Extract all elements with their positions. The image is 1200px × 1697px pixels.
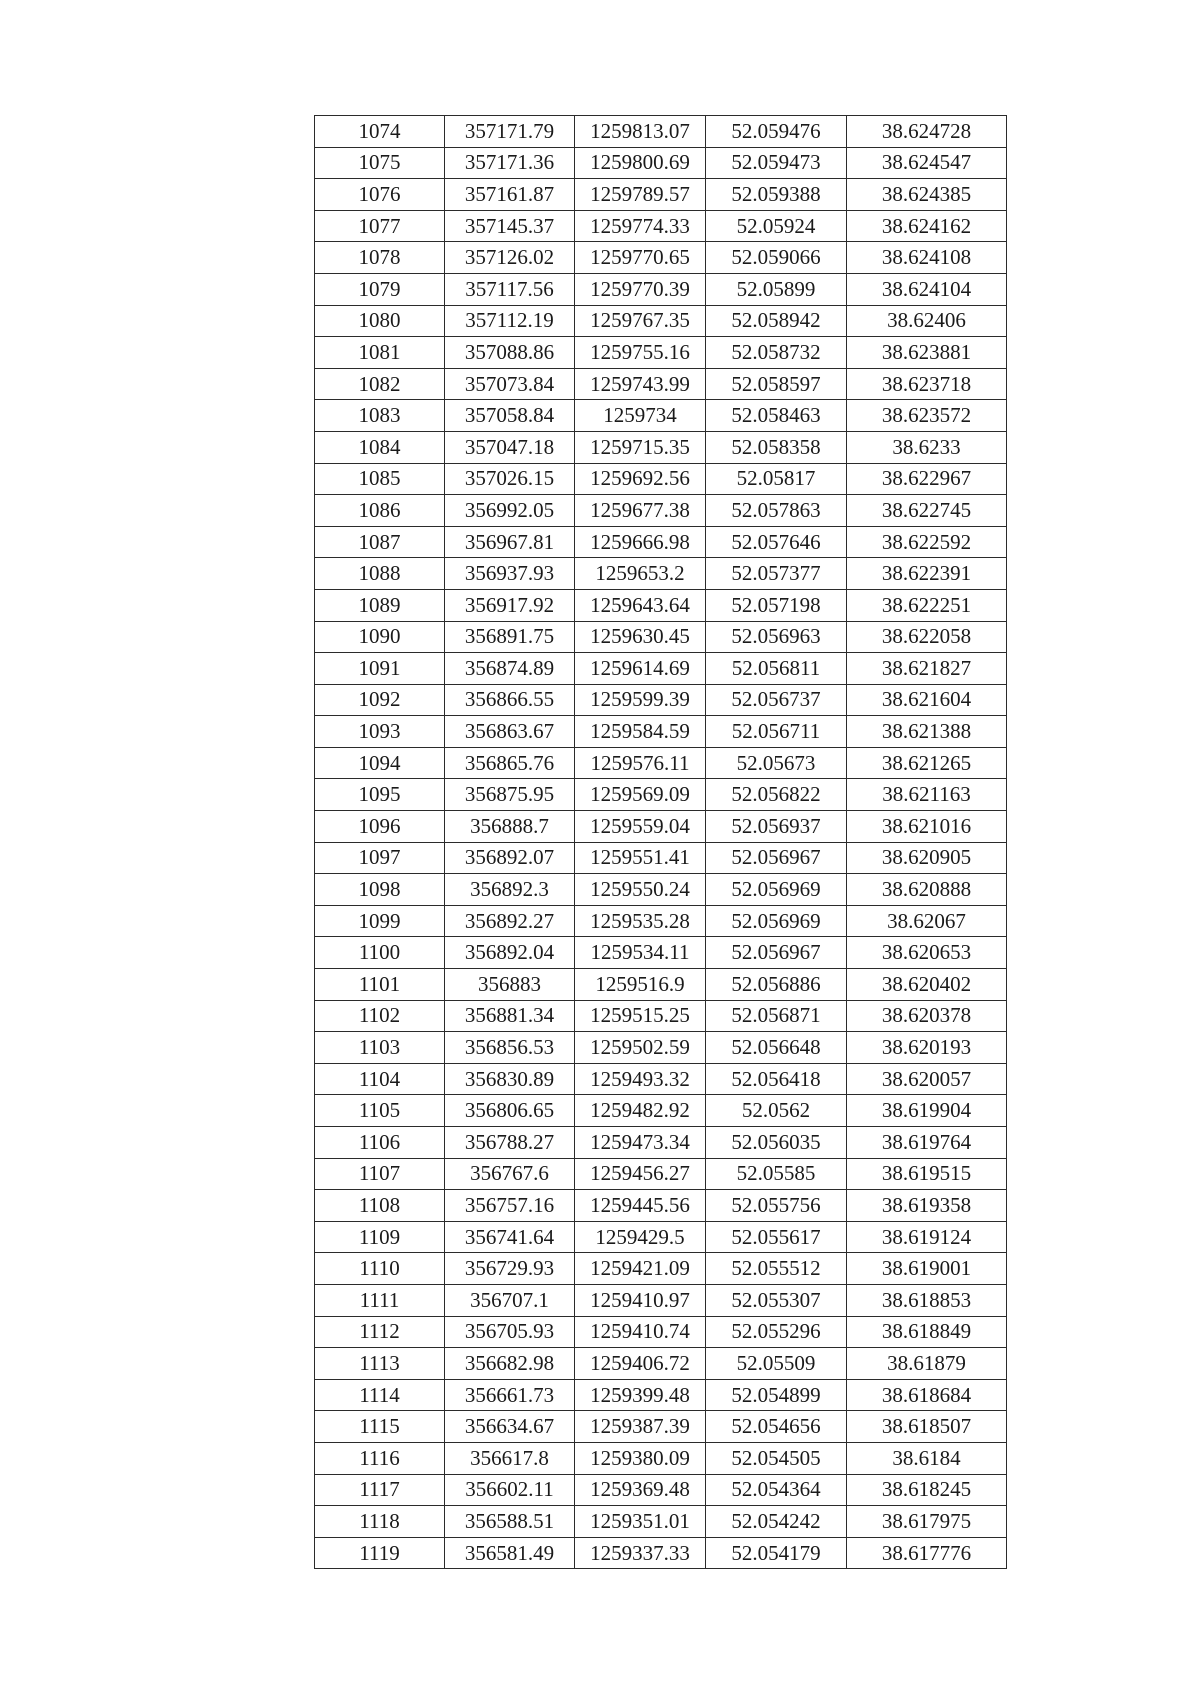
latitude-cell: 52.057646 (706, 526, 847, 558)
table-row (315, 463, 1007, 495)
table-row (315, 368, 1007, 400)
table-row (315, 1379, 1007, 1411)
x-coordinate-cell: 356806.65 (445, 1095, 575, 1127)
table-row (315, 1284, 1007, 1316)
latitude-cell: 52.056963 (706, 621, 847, 653)
y-coordinate-cell: 1259535.28 (575, 905, 706, 937)
point-number-cell: 1090 (315, 621, 445, 653)
longitude-cell: 38.624547 (847, 147, 1007, 179)
table-row (315, 1537, 1007, 1569)
table-row (315, 526, 1007, 558)
y-coordinate-cell: 1259534.11 (575, 937, 706, 969)
point-number-cell: 1107 (315, 1158, 445, 1190)
point-number-cell: 1099 (315, 905, 445, 937)
point-number-cell: 1110 (315, 1253, 445, 1285)
point-number-cell: 1114 (315, 1379, 445, 1411)
table-row (315, 874, 1007, 906)
y-coordinate-cell: 1259410.97 (575, 1284, 706, 1316)
y-coordinate-cell: 1259456.27 (575, 1158, 706, 1190)
y-coordinate-cell: 1259493.32 (575, 1063, 706, 1095)
y-coordinate-cell: 1259410.74 (575, 1316, 706, 1348)
y-coordinate-cell: 1259387.39 (575, 1411, 706, 1443)
latitude-cell: 52.05509 (706, 1348, 847, 1380)
table-row (315, 1063, 1007, 1095)
x-coordinate-cell: 356866.55 (445, 684, 575, 716)
x-coordinate-cell: 357126.02 (445, 242, 575, 274)
x-coordinate-cell: 356888.7 (445, 811, 575, 843)
y-coordinate-cell: 1259743.99 (575, 368, 706, 400)
x-coordinate-cell: 356788.27 (445, 1127, 575, 1159)
y-coordinate-cell: 1259715.35 (575, 431, 706, 463)
y-coordinate-cell: 1259482.92 (575, 1095, 706, 1127)
y-coordinate-cell: 1259734 (575, 400, 706, 432)
x-coordinate-cell: 357058.84 (445, 400, 575, 432)
table-row (315, 1000, 1007, 1032)
y-coordinate-cell: 1259380.09 (575, 1442, 706, 1474)
table-row (315, 147, 1007, 179)
table-row (315, 495, 1007, 527)
table-row (315, 1253, 1007, 1285)
point-number-cell: 1112 (315, 1316, 445, 1348)
latitude-cell: 52.055756 (706, 1190, 847, 1222)
latitude-cell: 52.055617 (706, 1221, 847, 1253)
x-coordinate-cell: 357112.19 (445, 305, 575, 337)
y-coordinate-cell: 1259666.98 (575, 526, 706, 558)
table-row (315, 716, 1007, 748)
longitude-cell: 38.620057 (847, 1063, 1007, 1095)
latitude-cell: 52.05899 (706, 273, 847, 305)
table-row (315, 1127, 1007, 1159)
point-number-cell: 1074 (315, 116, 445, 148)
longitude-cell: 38.620653 (847, 937, 1007, 969)
point-number-cell: 1095 (315, 779, 445, 811)
y-coordinate-cell: 1259767.35 (575, 305, 706, 337)
latitude-cell: 52.056937 (706, 811, 847, 843)
y-coordinate-cell: 1259774.33 (575, 210, 706, 242)
point-number-cell: 1116 (315, 1442, 445, 1474)
table-row (315, 1032, 1007, 1064)
table-row (315, 905, 1007, 937)
longitude-cell: 38.619764 (847, 1127, 1007, 1159)
latitude-cell: 52.059473 (706, 147, 847, 179)
latitude-cell: 52.055512 (706, 1253, 847, 1285)
point-number-cell: 1104 (315, 1063, 445, 1095)
y-coordinate-cell: 1259569.09 (575, 779, 706, 811)
x-coordinate-cell: 356917.92 (445, 589, 575, 621)
longitude-cell: 38.624108 (847, 242, 1007, 274)
y-coordinate-cell: 1259429.5 (575, 1221, 706, 1253)
table-row (315, 747, 1007, 779)
latitude-cell: 52.056886 (706, 969, 847, 1001)
table-row (315, 684, 1007, 716)
y-coordinate-cell: 1259369.48 (575, 1474, 706, 1506)
latitude-cell: 52.056822 (706, 779, 847, 811)
longitude-cell: 38.621016 (847, 811, 1007, 843)
y-coordinate-cell: 1259502.59 (575, 1032, 706, 1064)
longitude-cell: 38.62406 (847, 305, 1007, 337)
y-coordinate-cell: 1259406.72 (575, 1348, 706, 1380)
table-row (315, 1190, 1007, 1222)
x-coordinate-cell: 356892.07 (445, 842, 575, 874)
table-row (315, 842, 1007, 874)
point-number-cell: 1098 (315, 874, 445, 906)
table-row (315, 116, 1007, 148)
x-coordinate-cell: 356992.05 (445, 495, 575, 527)
longitude-cell: 38.617975 (847, 1506, 1007, 1538)
x-coordinate-cell: 356707.1 (445, 1284, 575, 1316)
y-coordinate-cell: 1259399.48 (575, 1379, 706, 1411)
y-coordinate-cell: 1259551.41 (575, 842, 706, 874)
point-number-cell: 1103 (315, 1032, 445, 1064)
latitude-cell: 52.054242 (706, 1506, 847, 1538)
x-coordinate-cell: 356729.93 (445, 1253, 575, 1285)
y-coordinate-cell: 1259800.69 (575, 147, 706, 179)
point-number-cell: 1113 (315, 1348, 445, 1380)
longitude-cell: 38.623572 (847, 400, 1007, 432)
longitude-cell: 38.623718 (847, 368, 1007, 400)
point-number-cell: 1076 (315, 179, 445, 211)
x-coordinate-cell: 357026.15 (445, 463, 575, 495)
point-number-cell: 1083 (315, 400, 445, 432)
x-coordinate-cell: 356830.89 (445, 1063, 575, 1095)
latitude-cell: 52.058732 (706, 337, 847, 369)
y-coordinate-cell: 1259630.45 (575, 621, 706, 653)
x-coordinate-cell: 356863.67 (445, 716, 575, 748)
longitude-cell: 38.619001 (847, 1253, 1007, 1285)
point-number-cell: 1078 (315, 242, 445, 274)
latitude-cell: 52.054179 (706, 1537, 847, 1569)
longitude-cell: 38.621827 (847, 653, 1007, 685)
latitude-cell: 52.054505 (706, 1442, 847, 1474)
longitude-cell: 38.623881 (847, 337, 1007, 369)
latitude-cell: 52.05817 (706, 463, 847, 495)
x-coordinate-cell: 356661.73 (445, 1379, 575, 1411)
point-number-cell: 1093 (315, 716, 445, 748)
longitude-cell: 38.624385 (847, 179, 1007, 211)
point-number-cell: 1108 (315, 1190, 445, 1222)
latitude-cell: 52.058597 (706, 368, 847, 400)
y-coordinate-cell: 1259692.56 (575, 463, 706, 495)
point-number-cell: 1085 (315, 463, 445, 495)
point-number-cell: 1117 (315, 1474, 445, 1506)
longitude-cell: 38.618245 (847, 1474, 1007, 1506)
y-coordinate-cell: 1259337.33 (575, 1537, 706, 1569)
longitude-cell: 38.6233 (847, 431, 1007, 463)
latitude-cell: 52.056418 (706, 1063, 847, 1095)
point-number-cell: 1086 (315, 495, 445, 527)
longitude-cell: 38.620888 (847, 874, 1007, 906)
x-coordinate-cell: 356892.27 (445, 905, 575, 937)
latitude-cell: 52.05924 (706, 210, 847, 242)
point-number-cell: 1084 (315, 431, 445, 463)
longitude-cell: 38.620378 (847, 1000, 1007, 1032)
table-row (315, 1158, 1007, 1190)
table-row (315, 779, 1007, 811)
longitude-cell: 38.618684 (847, 1379, 1007, 1411)
longitude-cell: 38.619515 (847, 1158, 1007, 1190)
x-coordinate-cell: 356705.93 (445, 1316, 575, 1348)
longitude-cell: 38.622251 (847, 589, 1007, 621)
latitude-cell: 52.058358 (706, 431, 847, 463)
point-number-cell: 1109 (315, 1221, 445, 1253)
point-number-cell: 1080 (315, 305, 445, 337)
table-row (315, 1474, 1007, 1506)
x-coordinate-cell: 356865.76 (445, 747, 575, 779)
latitude-cell: 52.057377 (706, 558, 847, 590)
y-coordinate-cell: 1259643.64 (575, 589, 706, 621)
point-number-cell: 1106 (315, 1127, 445, 1159)
longitude-cell: 38.619904 (847, 1095, 1007, 1127)
longitude-cell: 38.621388 (847, 716, 1007, 748)
point-number-cell: 1119 (315, 1537, 445, 1569)
x-coordinate-cell: 356767.6 (445, 1158, 575, 1190)
point-number-cell: 1111 (315, 1284, 445, 1316)
y-coordinate-cell: 1259789.57 (575, 179, 706, 211)
longitude-cell: 38.622058 (847, 621, 1007, 653)
table-row (315, 653, 1007, 685)
latitude-cell: 52.05585 (706, 1158, 847, 1190)
latitude-cell: 52.056871 (706, 1000, 847, 1032)
latitude-cell: 52.054364 (706, 1474, 847, 1506)
latitude-cell: 52.056737 (706, 684, 847, 716)
y-coordinate-cell: 1259445.56 (575, 1190, 706, 1222)
latitude-cell: 52.056967 (706, 842, 847, 874)
point-number-cell: 1087 (315, 526, 445, 558)
x-coordinate-cell: 356892.04 (445, 937, 575, 969)
y-coordinate-cell: 1259599.39 (575, 684, 706, 716)
longitude-cell: 38.617776 (847, 1537, 1007, 1569)
x-coordinate-cell: 356682.98 (445, 1348, 575, 1380)
table-row (315, 1348, 1007, 1380)
table-row (315, 969, 1007, 1001)
x-coordinate-cell: 356937.93 (445, 558, 575, 590)
latitude-cell: 52.055307 (706, 1284, 847, 1316)
longitude-cell: 38.622391 (847, 558, 1007, 590)
longitude-cell: 38.620193 (847, 1032, 1007, 1064)
longitude-cell: 38.622592 (847, 526, 1007, 558)
x-coordinate-cell: 356581.49 (445, 1537, 575, 1569)
latitude-cell: 52.056711 (706, 716, 847, 748)
table-row (315, 1316, 1007, 1348)
point-number-cell: 1075 (315, 147, 445, 179)
point-number-cell: 1081 (315, 337, 445, 369)
latitude-cell: 52.057198 (706, 589, 847, 621)
y-coordinate-cell: 1259351.01 (575, 1506, 706, 1538)
x-coordinate-cell: 357047.18 (445, 431, 575, 463)
latitude-cell: 52.056035 (706, 1127, 847, 1159)
longitude-cell: 38.62067 (847, 905, 1007, 937)
longitude-cell: 38.619124 (847, 1221, 1007, 1253)
longitude-cell: 38.621163 (847, 779, 1007, 811)
latitude-cell: 52.059388 (706, 179, 847, 211)
longitude-cell: 38.621265 (847, 747, 1007, 779)
latitude-cell: 52.0562 (706, 1095, 847, 1127)
x-coordinate-cell: 356883 (445, 969, 575, 1001)
x-coordinate-cell: 357073.84 (445, 368, 575, 400)
coordinates-table (314, 115, 1007, 1569)
table-row (315, 621, 1007, 653)
table-row (315, 242, 1007, 274)
point-number-cell: 1082 (315, 368, 445, 400)
x-coordinate-cell: 357171.36 (445, 147, 575, 179)
longitude-cell: 38.621604 (847, 684, 1007, 716)
x-coordinate-cell: 357161.87 (445, 179, 575, 211)
point-number-cell: 1115 (315, 1411, 445, 1443)
x-coordinate-cell: 356881.34 (445, 1000, 575, 1032)
longitude-cell: 38.624162 (847, 210, 1007, 242)
point-number-cell: 1088 (315, 558, 445, 590)
longitude-cell: 38.6184 (847, 1442, 1007, 1474)
latitude-cell: 52.059066 (706, 242, 847, 274)
point-number-cell: 1097 (315, 842, 445, 874)
y-coordinate-cell: 1259770.65 (575, 242, 706, 274)
longitude-cell: 38.619358 (847, 1190, 1007, 1222)
latitude-cell: 52.056811 (706, 653, 847, 685)
longitude-cell: 38.620905 (847, 842, 1007, 874)
y-coordinate-cell: 1259614.69 (575, 653, 706, 685)
latitude-cell: 52.055296 (706, 1316, 847, 1348)
x-coordinate-cell: 356757.16 (445, 1190, 575, 1222)
point-number-cell: 1096 (315, 811, 445, 843)
x-coordinate-cell: 356602.11 (445, 1474, 575, 1506)
point-number-cell: 1077 (315, 210, 445, 242)
longitude-cell: 38.622745 (847, 495, 1007, 527)
y-coordinate-cell: 1259550.24 (575, 874, 706, 906)
table-row (315, 337, 1007, 369)
x-coordinate-cell: 356967.81 (445, 526, 575, 558)
point-number-cell: 1094 (315, 747, 445, 779)
x-coordinate-cell: 356634.67 (445, 1411, 575, 1443)
x-coordinate-cell: 357117.56 (445, 273, 575, 305)
latitude-cell: 52.056967 (706, 937, 847, 969)
x-coordinate-cell: 357145.37 (445, 210, 575, 242)
latitude-cell: 52.056969 (706, 874, 847, 906)
table-row (315, 179, 1007, 211)
y-coordinate-cell: 1259653.2 (575, 558, 706, 590)
coordinates-table-body (315, 116, 1007, 1569)
table-row (315, 210, 1007, 242)
latitude-cell: 52.059476 (706, 116, 847, 148)
table-row (315, 937, 1007, 969)
longitude-cell: 38.61879 (847, 1348, 1007, 1380)
y-coordinate-cell: 1259516.9 (575, 969, 706, 1001)
point-number-cell: 1089 (315, 589, 445, 621)
table-row (315, 1221, 1007, 1253)
table-row (315, 273, 1007, 305)
table-row (315, 1095, 1007, 1127)
table-row (315, 558, 1007, 590)
y-coordinate-cell: 1259755.16 (575, 337, 706, 369)
point-number-cell: 1102 (315, 1000, 445, 1032)
x-coordinate-cell: 356891.75 (445, 621, 575, 653)
latitude-cell: 52.05673 (706, 747, 847, 779)
point-number-cell: 1100 (315, 937, 445, 969)
y-coordinate-cell: 1259515.25 (575, 1000, 706, 1032)
x-coordinate-cell: 356741.64 (445, 1221, 575, 1253)
y-coordinate-cell: 1259421.09 (575, 1253, 706, 1285)
latitude-cell: 52.058942 (706, 305, 847, 337)
table-row (315, 1411, 1007, 1443)
x-coordinate-cell: 356588.51 (445, 1506, 575, 1538)
latitude-cell: 52.054656 (706, 1411, 847, 1443)
longitude-cell: 38.618853 (847, 1284, 1007, 1316)
latitude-cell: 52.057863 (706, 495, 847, 527)
table-row (315, 1442, 1007, 1474)
table-row (315, 400, 1007, 432)
table-row (315, 811, 1007, 843)
x-coordinate-cell: 357171.79 (445, 116, 575, 148)
y-coordinate-cell: 1259813.07 (575, 116, 706, 148)
x-coordinate-cell: 356875.95 (445, 779, 575, 811)
point-number-cell: 1092 (315, 684, 445, 716)
x-coordinate-cell: 356892.3 (445, 874, 575, 906)
y-coordinate-cell: 1259584.59 (575, 716, 706, 748)
point-number-cell: 1105 (315, 1095, 445, 1127)
x-coordinate-cell: 356856.53 (445, 1032, 575, 1064)
x-coordinate-cell: 356874.89 (445, 653, 575, 685)
longitude-cell: 38.618849 (847, 1316, 1007, 1348)
x-coordinate-cell: 356617.8 (445, 1442, 575, 1474)
latitude-cell: 52.058463 (706, 400, 847, 432)
point-number-cell: 1091 (315, 653, 445, 685)
longitude-cell: 38.624728 (847, 116, 1007, 148)
longitude-cell: 38.618507 (847, 1411, 1007, 1443)
table-row (315, 305, 1007, 337)
table-row (315, 589, 1007, 621)
y-coordinate-cell: 1259473.34 (575, 1127, 706, 1159)
longitude-cell: 38.620402 (847, 969, 1007, 1001)
longitude-cell: 38.624104 (847, 273, 1007, 305)
point-number-cell: 1079 (315, 273, 445, 305)
table-row (315, 1506, 1007, 1538)
table-row (315, 431, 1007, 463)
y-coordinate-cell: 1259576.11 (575, 747, 706, 779)
latitude-cell: 52.056969 (706, 905, 847, 937)
longitude-cell: 38.622967 (847, 463, 1007, 495)
y-coordinate-cell: 1259559.04 (575, 811, 706, 843)
point-number-cell: 1118 (315, 1506, 445, 1538)
y-coordinate-cell: 1259770.39 (575, 273, 706, 305)
latitude-cell: 52.056648 (706, 1032, 847, 1064)
y-coordinate-cell: 1259677.38 (575, 495, 706, 527)
x-coordinate-cell: 357088.86 (445, 337, 575, 369)
point-number-cell: 1101 (315, 969, 445, 1001)
latitude-cell: 52.054899 (706, 1379, 847, 1411)
